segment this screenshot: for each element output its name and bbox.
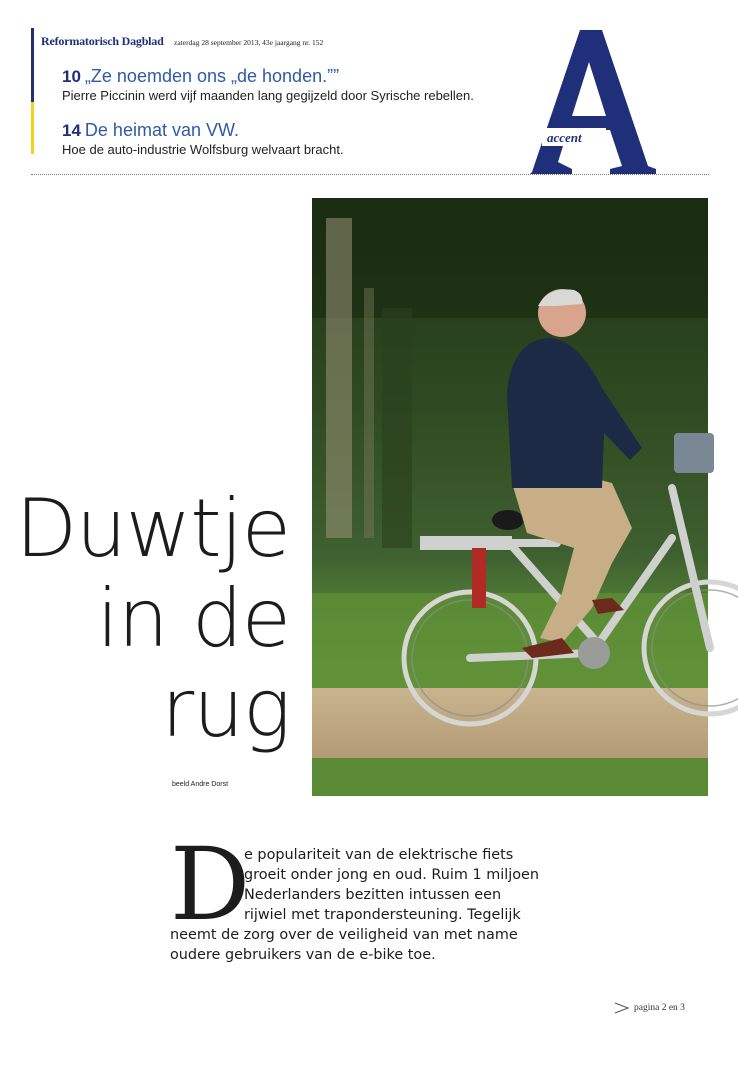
- section-logo-label: accent: [547, 130, 582, 145]
- chevron-right-icon: [614, 1002, 630, 1014]
- teaser-headline: [62, 66, 474, 87]
- photo-credit: beeld Andre Dorst: [172, 781, 229, 788]
- teaser-subtitle: Pierre Piccinin werd vijf maanden lang gegijzeld door Syrische rebellen.: [62, 88, 474, 103]
- paper-name: Reformatorisch Dagblad: [41, 34, 164, 48]
- teaser-title: De heimat van VW.: [84, 120, 239, 140]
- teaser-page-10[interactable]: [62, 66, 474, 104]
- cyclist-photo: [312, 198, 708, 796]
- teaser-title: „Ze noemden ons „de honden.””: [84, 66, 340, 86]
- continuation-link[interactable]: [614, 1002, 685, 1014]
- masthead-bar-blue: [31, 28, 34, 102]
- headline-line: Duwtje: [15, 482, 290, 575]
- dropcap: D: [170, 826, 251, 943]
- teaser-page-number: 14: [62, 121, 81, 140]
- continuation-label: pagina 2 en 3: [634, 1003, 685, 1014]
- header-divider: [31, 174, 709, 175]
- teaser-headline: [62, 120, 344, 141]
- issue-info: zaterdag 28 september 2013, 43e jaargang nr. 152: [174, 38, 324, 47]
- article-intro: [170, 826, 545, 965]
- teaser-page-number: 10: [62, 67, 81, 86]
- headline: [15, 484, 290, 754]
- headline-line: rug: [161, 662, 290, 755]
- headline-line: in de: [96, 572, 290, 665]
- intro-text: e populariteit van de elektrische fiets groeit onder jong en oud. Ruim 1 miljoen Nederlanders bezitten intussen een rijwiel met trapondersteuning. Tegelijk neemt de zorg over de veiligheid van met name oudere gebruikers van de e-bike toe.: [170, 847, 539, 963]
- teaser-page-14[interactable]: [62, 120, 344, 158]
- masthead: [41, 32, 323, 50]
- accent-section-logo: [528, 26, 658, 176]
- dropcap-box: [170, 826, 251, 943]
- teaser-subtitle: Hoe de auto-industrie Wolfsburg welvaart bracht.: [62, 142, 344, 157]
- masthead-bar-yellow: [31, 102, 34, 154]
- section-logo-letter-a: [530, 30, 656, 174]
